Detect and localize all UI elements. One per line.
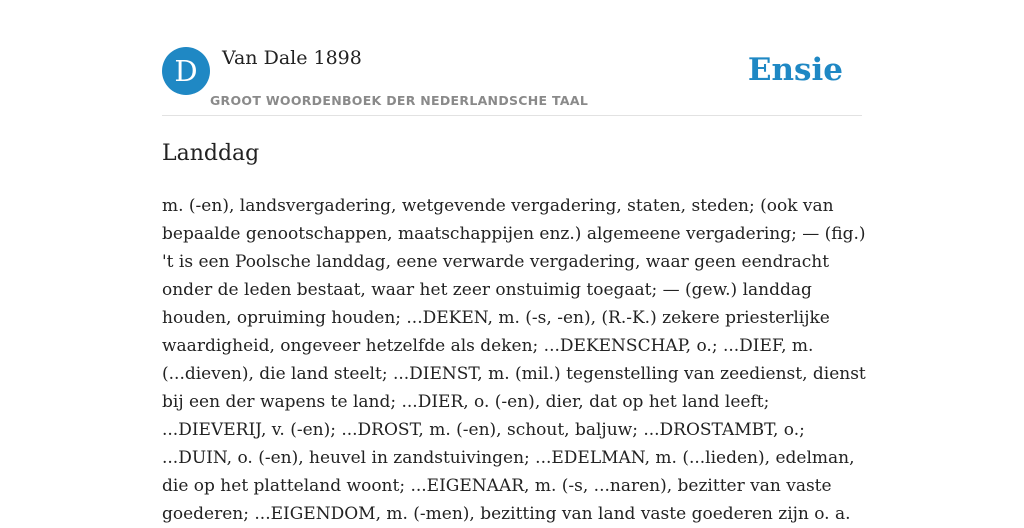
source-logo[interactable]: D xyxy=(162,47,210,95)
entry-definition xyxy=(162,192,866,524)
source-subtitle: GROOT WOORDENBOEK DER NEDERLANDSCHE TAAL xyxy=(210,93,589,108)
definition-line: m. (-en), landsvergadering, wetgevende vergadering, staten, steden; (ook van xyxy=(162,196,834,216)
definition-line: waardigheid, ongeveer hetzelfde als deken; ...DEKENSCHAP, o.; ...DIEF, m. xyxy=(162,336,814,356)
definition-line: (...dieven), die land steelt; ...DIENST, m. (mil.) tegenstelling van zeedienst, dienst xyxy=(162,364,866,384)
definition-line: bepaalde genootschappen, maatschappijen enz.) algemeene vergadering; — (fig.) xyxy=(162,224,866,244)
definition-line: 't is een Poolsche landdag, eene verwarde vergadering, waar geen eendracht xyxy=(162,252,830,272)
header-divider xyxy=(162,115,862,116)
definition-line: ...DIEVERIJ, v. (-en); ...DROST, m. (-en), schout, baljuw; ...DROSTAMBT, o.; xyxy=(162,420,805,440)
definition-line: goederen; ...EIGENDOM, m. (-men), bezitting van land vaste goederen zijn o. a. xyxy=(162,504,851,524)
definition-line: onder de leden bestaat, waar het zeer onstuimig toegaat; — (gew.) landdag xyxy=(162,280,812,300)
dictionary-header xyxy=(162,46,862,116)
definition-line: ...DUIN, o. (-en), heuvel in zandstuivingen; ...EDELMAN, m. (...lieden), edelman, xyxy=(162,448,855,468)
definition-line: houden, opruiming houden; ...DEKEN, m. (-s, -en), (R.-K.) zekere priesterlijke xyxy=(162,308,830,328)
definition-line: bij een der wapens te land; ...DIER, o. (-en), dier, dat op het land leeft; xyxy=(162,392,770,412)
source-title[interactable]: Van Dale 1898 xyxy=(222,47,362,69)
entry-headword: Landdag xyxy=(162,141,260,166)
ensie-brand-link[interactable]: Ensie xyxy=(747,52,843,88)
definition-line: die op het platteland woont; ...EIGENAAR, m. (-s, ...naren), bezitter van vaste xyxy=(162,476,832,496)
